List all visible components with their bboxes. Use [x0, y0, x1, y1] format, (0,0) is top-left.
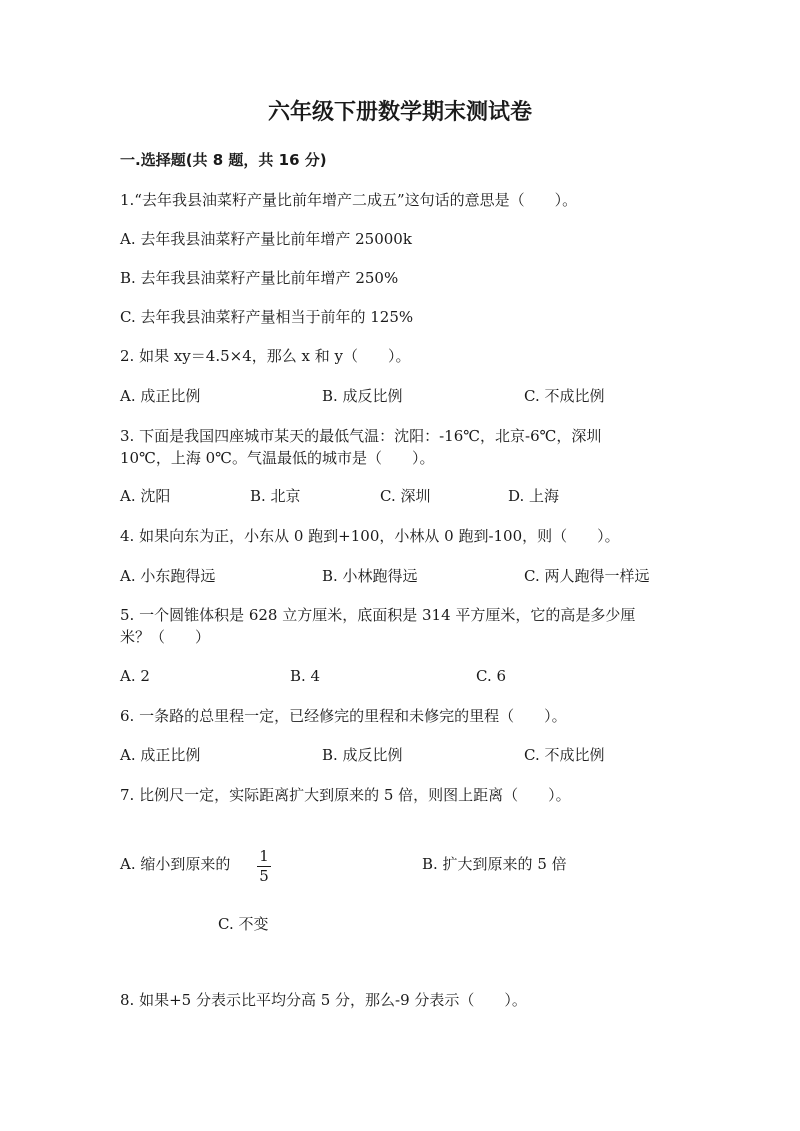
question-3-option-c[interactable]: C. 深圳 [380, 487, 431, 505]
question-5-option-a[interactable]: A. 2 [120, 667, 150, 685]
question-4-option-c[interactable]: C. 两人跑得一样远 [524, 567, 650, 585]
question-4-option-a[interactable]: A. 小东跑得远 [120, 567, 216, 585]
section-heading: 一.选择题(共 8 题，共 16 分) [120, 151, 327, 169]
page-title: 六年级下册数学期末测试卷 [267, 100, 532, 125]
fraction-numerator: 1 [259, 847, 269, 865]
question-6-option-c[interactable]: C. 不成比例 [524, 746, 605, 764]
question-2-stem: 2. 如果 xy＝4.5×4，那么 x 和 y（ ）。 [120, 347, 411, 365]
question-2-option-b[interactable]: B. 成反比例 [322, 387, 403, 405]
question-6-option-b[interactable]: B. 成反比例 [322, 746, 403, 764]
question-1-option-c[interactable]: C. 去年我县油菜籽产量相当于前年的 125% [120, 308, 414, 326]
question-5-option-c[interactable]: C. 6 [476, 667, 507, 685]
question-2-option-a[interactable]: A. 成正比例 [120, 387, 201, 405]
question-6-option-a[interactable]: A. 成正比例 [120, 746, 201, 764]
question-5-option-b[interactable]: B. 4 [290, 667, 321, 685]
question-3-option-a[interactable]: A. 沈阳 [120, 487, 171, 505]
question-7-stem: 7. 比例尺一定，实际距离扩大到原来的 5 倍，则图上距离（ ）。 [120, 786, 571, 804]
question-6-stem: 6. 一条路的总里程一定，已经修完的里程和未修完的里程（ ）。 [120, 707, 567, 725]
fraction-denominator: 5 [259, 867, 269, 885]
question-5-stem-line-2: 米？（ ） [120, 628, 211, 646]
question-2-option-c[interactable]: C. 不成比例 [524, 387, 605, 405]
question-7-option-b[interactable]: B. 扩大到原来的 5 倍 [422, 855, 567, 873]
question-5-stem-line-1: 5. 一个圆锥体积是 628 立方厘米，底面积是 314 平方厘米，它的高是多少厘 [120, 606, 636, 624]
question-1-option-a[interactable]: A. 去年我县油菜籽产量比前年增产 25000k [120, 230, 412, 248]
question-3-stem-line-2: 10℃，上海 0℃。气温最低的城市是（ ）。 [120, 449, 435, 467]
question-4-stem: 4. 如果向东为正，小东从 0 跑到+100，小林从 0 跑到-100，则（ ）。 [120, 527, 620, 545]
question-7-option-a[interactable]: A. 缩小到原来的 [120, 855, 231, 873]
question-1-option-b[interactable]: B. 去年我县油菜籽产量比前年增产 250% [120, 269, 399, 287]
question-1-stem: 1.“去年我县油菜籽产量比前年增产二成五”这句话的意思是（ ）。 [120, 191, 578, 209]
question-4-option-b[interactable]: B. 小林跑得远 [322, 567, 418, 585]
fraction-one-fifth [256, 848, 272, 885]
question-7-option-c[interactable]: C. 不变 [218, 915, 269, 933]
question-3-stem-line-1: 3. 下面是我国四座城市某天的最低气温：沈阳：-16℃，北京-6℃，深圳 [120, 427, 602, 445]
question-3-option-b[interactable]: B. 北京 [250, 487, 301, 505]
question-3-option-d[interactable]: D. 上海 [508, 487, 560, 505]
question-8-stem: 8. 如果+5 分表示比平均分高 5 分，那么-9 分表示（ ）。 [120, 991, 527, 1009]
